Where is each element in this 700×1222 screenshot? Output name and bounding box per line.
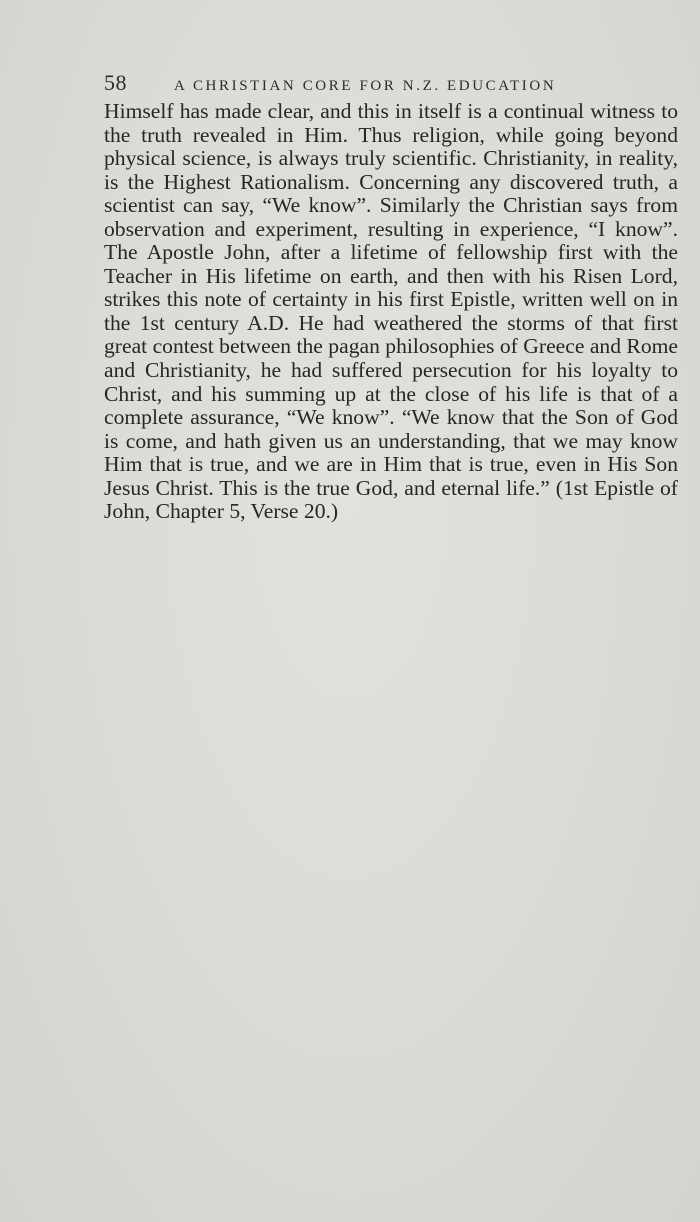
body-paragraph: Himself has made clear, and this in itself is a continual witness to the truth revealed in Him. Thus religion, while going beyond physical science, is always truly scientific. Christianity, in reality, is the Highest Rationalism. Concerning any discovered truth, a scientist can say, “We know”. Similarly the Christian says from observation and experiment, resulting in experience, “I know”. The Apostle John, after a lifetime of fellowship first with the Teacher in His lifetime on earth, and then with his Risen Lord, strikes this note of certainty in his first Epistle, written well on in the 1st century A.D. He had weathered the storms of that first great contest between the pagan philosophies of Greece and Rome and Christianity, he had suffered persecution for his loyalty to Christ, and his summing up at the close of his life is that of a complete assurance, “We know”. “We know that the Son of God is come, and hath given us an understanding, that we may know Him that is true, and we are in Him that is true, even in His Son Jesus Christ. This is the true God, and eternal life.” (1st Epistle of John, Chapter 5, Verse 20.)	[104, 99, 678, 524]
page-number: 58	[104, 70, 127, 95]
running-head	[104, 70, 604, 96]
running-title: A CHRISTIAN CORE FOR N.Z. EDUCATION	[174, 78, 557, 94]
